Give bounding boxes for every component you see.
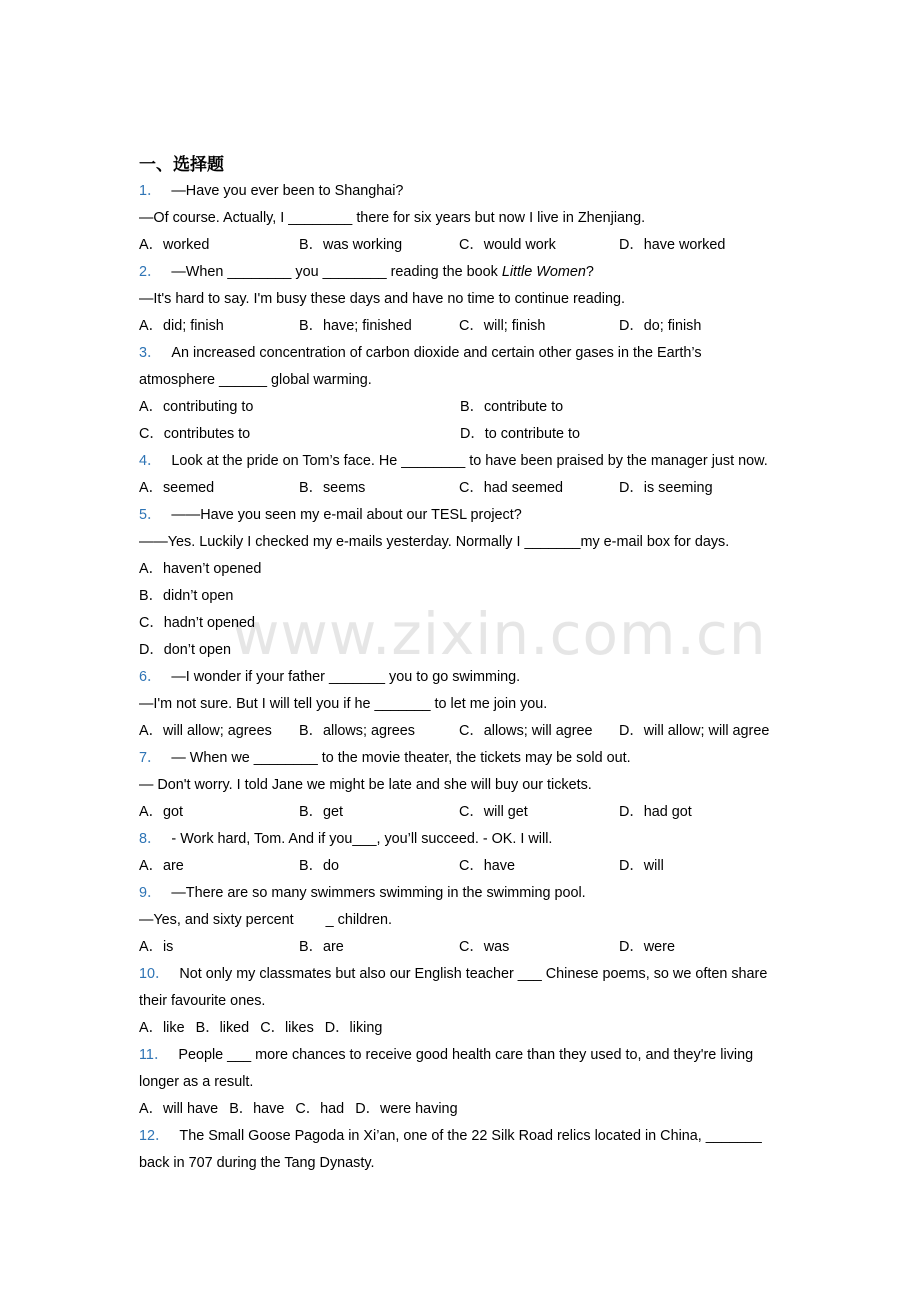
question-number: 7． <box>139 750 162 766</box>
option-c[interactable]: C．hadn’t opened <box>139 615 256 631</box>
question-stem-line: longer as a result. <box>139 1074 254 1090</box>
options-row <box>139 1015 799 1042</box>
option-a[interactable]: A．worked <box>139 237 210 253</box>
question-stem: The Small Goose Pagoda in Xi’an, one of the 22 Silk Road relics located in China, _______ <box>179 1128 762 1144</box>
options-row <box>139 475 799 502</box>
question-number: 1． <box>139 183 162 199</box>
question-10 <box>139 961 799 988</box>
option-c[interactable]: C．will get <box>459 804 528 820</box>
options-row <box>139 394 799 421</box>
question-stem: People ___ more chances to receive good health care than they used to, and they're living <box>178 1047 754 1063</box>
options-row <box>139 853 799 880</box>
question-stem: ——Have you seen my e-mail about our TESL project? <box>171 507 522 523</box>
options-row <box>139 799 799 826</box>
question-number: 10． <box>139 966 170 982</box>
option-a[interactable]: A．are <box>139 858 184 874</box>
options-row <box>139 313 799 340</box>
option-a[interactable]: A．will have <box>139 1101 219 1117</box>
question-stem-line: atmosphere ______ global warming. <box>139 372 372 388</box>
option-b[interactable]: B．seems <box>299 480 366 496</box>
option-c[interactable]: C．have <box>459 858 515 874</box>
option-c[interactable]: C．likes <box>260 1020 314 1036</box>
option-a[interactable]: A．is <box>139 939 174 955</box>
option-d[interactable]: D．were <box>619 939 675 955</box>
option-b[interactable]: B．have; finished <box>299 318 412 334</box>
option-a[interactable]: A．got <box>139 804 183 820</box>
option-b[interactable]: B．contribute to <box>460 399 564 415</box>
question-stem-line: —I'm not sure. But I will tell you if he _______ to let me join you. <box>139 696 548 712</box>
document-page <box>139 152 799 1177</box>
question-stem: —I wonder if your father _______ you to go swimming. <box>171 669 521 685</box>
question-number: 2． <box>139 264 162 280</box>
option-c[interactable]: C．will; finish <box>459 318 546 334</box>
question-number: 11． <box>139 1047 169 1063</box>
question-3 <box>139 340 799 367</box>
question-number: 4． <box>139 453 162 469</box>
option-d[interactable]: D．will <box>619 858 664 874</box>
option-b[interactable]: B．are <box>299 939 344 955</box>
question-stem-line: ——Yes. Luckily I checked my e-mails yesterday. Normally I _______my e-mail box for days. <box>139 534 730 550</box>
question-stem-line: their favourite ones. <box>139 993 266 1009</box>
option-b[interactable]: B．do <box>299 858 339 874</box>
option-a[interactable]: A．like <box>139 1020 185 1036</box>
question-stem: Look at the pride on Tom’s face. He ________ to have been praised by the manager just now. <box>171 453 768 469</box>
option-b[interactable]: B．was working <box>299 237 403 253</box>
question-1 <box>139 178 799 205</box>
options-row <box>139 232 799 259</box>
question-number: 5． <box>139 507 162 523</box>
question-11 <box>139 1042 799 1069</box>
book-title: Little Women <box>501 264 586 280</box>
question-number: 8． <box>139 831 162 847</box>
question-stem: — When we ________ to the movie theater, the tickets may be sold out. <box>171 750 631 766</box>
option-a[interactable]: A．haven’t opened <box>139 561 262 577</box>
option-c[interactable]: C．had seemed <box>459 480 563 496</box>
option-a[interactable]: A．did; finish <box>139 318 224 334</box>
option-d[interactable]: D．do; finish <box>619 318 702 334</box>
option-b[interactable]: B．liked <box>195 1020 250 1036</box>
question-stem-line: back in 707 during the Tang Dynasty. <box>139 1155 375 1171</box>
option-c[interactable]: C．would work <box>459 237 556 253</box>
question-12 <box>139 1123 799 1150</box>
question-stem: —Have you ever been to Shanghai? <box>171 183 404 199</box>
question-7 <box>139 745 799 772</box>
question-6 <box>139 664 799 691</box>
option-b[interactable]: B．allows; agrees <box>299 723 415 739</box>
question-number: 6． <box>139 669 162 685</box>
option-d[interactable]: D．don’t open <box>139 642 232 658</box>
question-stem: —There are so many swimmers swimming in the swimming pool. <box>171 885 586 901</box>
options-row <box>139 1096 799 1123</box>
question-5 <box>139 502 799 529</box>
option-d[interactable]: D．were having <box>355 1101 458 1117</box>
option-a[interactable]: A．contributing to <box>139 399 254 415</box>
option-a[interactable]: A．will allow; agrees <box>139 723 272 739</box>
question-4 <box>139 448 799 475</box>
question-stem-line: —Yes, and sixty percent _ children. <box>139 912 393 928</box>
option-c[interactable]: C．contributes to <box>139 426 251 442</box>
option-d[interactable]: D．is seeming <box>619 480 713 496</box>
options-row <box>139 718 799 745</box>
question-stem: Not only my classmates but also our English teacher ___ Chinese poems, so we often share <box>179 966 768 982</box>
watermark: www.zixin.com.cn <box>232 600 767 668</box>
question-stem-line: — Don't worry. I told Jane we might be late and she will buy our tickets. <box>139 777 592 793</box>
question-8 <box>139 826 799 853</box>
question-stem-line: —It's hard to say. I'm busy these days and have no time to continue reading. <box>139 291 625 307</box>
option-b[interactable]: B．didn’t open <box>139 588 234 604</box>
option-c[interactable]: C．had <box>295 1101 345 1117</box>
options-row <box>139 421 799 448</box>
question-number: 3． <box>139 345 162 361</box>
option-d[interactable]: D．will allow; will agree <box>619 723 770 739</box>
option-c[interactable]: C．was <box>459 939 510 955</box>
question-stem-end: ? <box>585 264 594 280</box>
option-d[interactable]: D．have worked <box>619 237 726 253</box>
options-row <box>139 934 799 961</box>
question-stem: —When ________ you ________ reading the book <box>171 264 502 280</box>
option-d[interactable]: D．had got <box>619 804 692 820</box>
question-9 <box>139 880 799 907</box>
option-d[interactable]: D．liking <box>324 1020 383 1036</box>
question-number: 9． <box>139 885 162 901</box>
question-stem: - Work hard, Tom. And if you___, you’ll succeed. - OK. I will. <box>171 831 553 847</box>
option-b[interactable]: B．get <box>299 804 343 820</box>
option-d[interactable]: D．to contribute to <box>460 426 580 442</box>
question-stem: An increased concentration of carbon dioxide and certain other gases in the Earth’s <box>171 345 702 361</box>
question-2 <box>139 259 799 286</box>
question-number: 12． <box>139 1128 170 1144</box>
option-a[interactable]: A．seemed <box>139 480 215 496</box>
section-title: 一、选择题 <box>139 155 224 174</box>
option-c[interactable]: C．allows; will agree <box>459 723 593 739</box>
question-stem-line: —Of course. Actually, I ________ there for six years but now I live in Zhenjiang. <box>139 210 646 226</box>
option-b[interactable]: B．have <box>229 1101 285 1117</box>
